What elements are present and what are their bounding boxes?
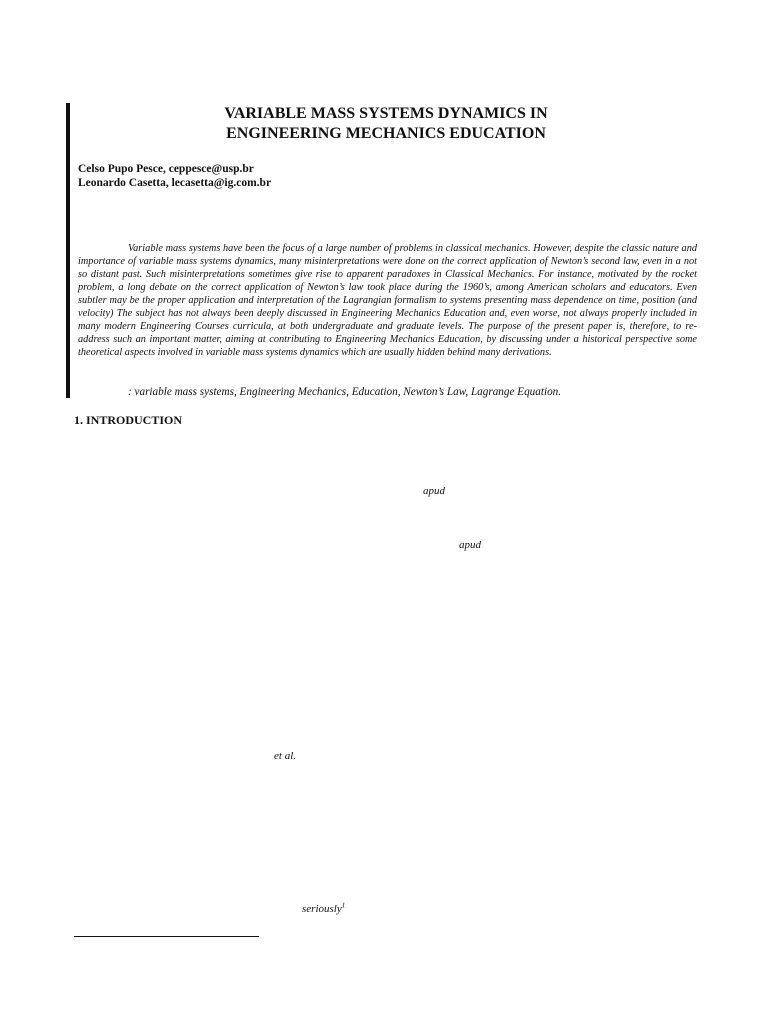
text-fragment-et-al: et al. (274, 750, 296, 762)
keywords-line: : variable mass systems, Engineering Mechanics, Education, Newton’s Law, Lagrange Equation. (128, 386, 562, 398)
text-fragment-apud-2: apud (459, 539, 481, 551)
text-fragment-seriously (302, 903, 345, 915)
abstract-text: Variable mass systems have been the focus of a large number of problems in classical mechanics. However, despite the classic nature and importance of variable mass systems dynamics, many misinterpretations were done on the correct application of Newton’s second law, even in a not so distant past. Such misinterpretations sometimes give rise to apparent paradoxes in Classical Mechanics. For instance, motivated by the rocket problem, a long debate on the correct application of Newton’s law took place during the 1960’s, among American scholars and educators. Even subtler may be the proper application and interpretation of the Lagrangian formalism to systems presenting mass dependence on time, position (and velocity) The subject has not always been deeply discussed in Engineering Mechanics Education and, even worse, not always properly included in many modern Engineering Courses curricula, at both undergraduate and graduate levels. The purpose of the present paper is, therefore, to re-address such an important matter, aiming at contributing to Engineering Mechanics Education, by discussing under a historical perspective some theoretical aspects involved in variable mass systems dynamics which are usually hidden behind many derivations. (78, 243, 697, 358)
author-list (78, 163, 271, 190)
text-fragment-apud-1: apud (423, 485, 445, 497)
paper-title (76, 104, 696, 144)
title-line-1: VARIABLE MASS SYSTEMS DYNAMICS IN (224, 105, 548, 122)
footnote-separator (74, 936, 259, 937)
footnote-marker[interactable]: 1 (341, 901, 346, 910)
section-heading-introduction: 1. INTRODUCTION (74, 413, 183, 427)
author-1: Celso Pupo Pesce, ceppesce@usp.br (78, 163, 254, 175)
author-2: Leonardo Casetta, lecasetta@ig.com.br (78, 176, 272, 189)
margin-change-bar (66, 103, 70, 398)
title-line-2: ENGINEERING MECHANICS EDUCATION (226, 125, 546, 142)
seriously-word: seriously (302, 903, 342, 915)
